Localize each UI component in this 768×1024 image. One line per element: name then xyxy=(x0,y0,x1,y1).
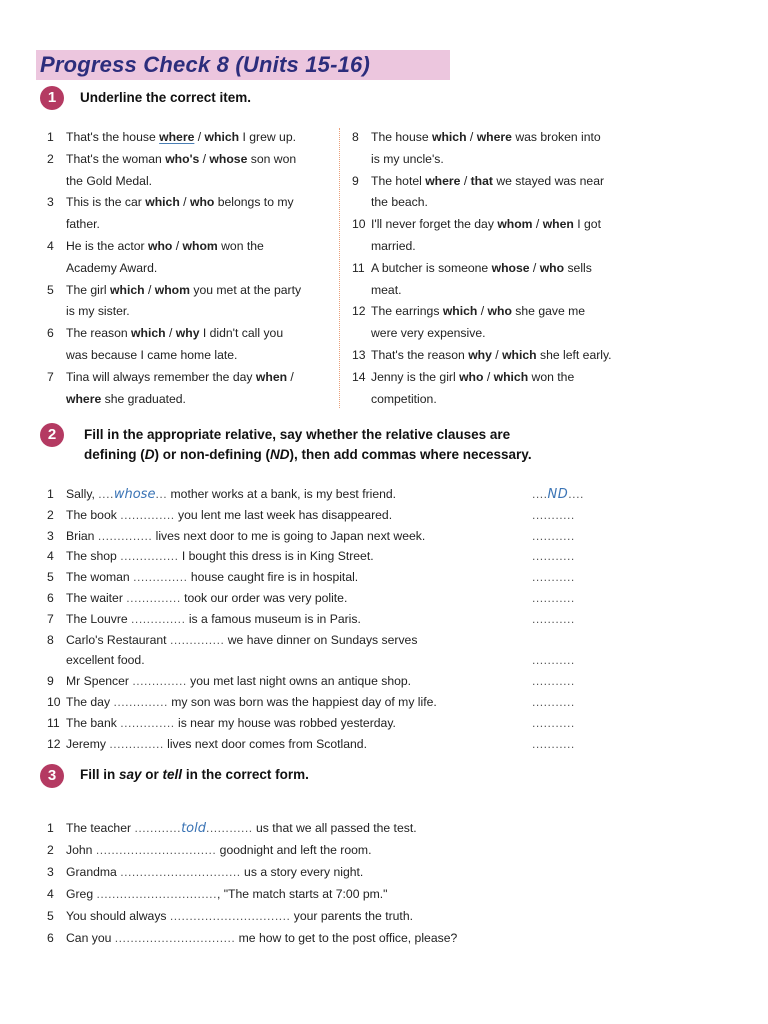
blank-dots[interactable]: .............. xyxy=(97,528,153,543)
blank-dots[interactable]: ... xyxy=(155,487,168,501)
item-text: Brian xyxy=(66,528,98,543)
exercise-line xyxy=(352,261,592,275)
exercise-line xyxy=(47,217,100,231)
heading-text: or xyxy=(141,767,163,782)
choice-separator: / xyxy=(483,369,494,384)
exercise-line xyxy=(352,370,574,384)
item-text: I'll never forget the day xyxy=(371,217,498,232)
blank-dots[interactable]: ............................... xyxy=(120,865,241,879)
section-1-badge: 1 xyxy=(40,86,64,110)
choice-option[interactable]: when xyxy=(542,217,574,232)
item-text: competition. xyxy=(371,391,437,406)
exercise-line xyxy=(47,239,264,253)
item-text: Jenny is the girl xyxy=(371,369,460,384)
choice-separator: / xyxy=(491,348,503,362)
blank-dots[interactable]: ............... xyxy=(120,549,179,564)
item-text: won the xyxy=(528,369,575,384)
exercise-line xyxy=(352,130,601,144)
exercise-line xyxy=(47,195,294,209)
item-text: The reason xyxy=(66,326,132,341)
item-text: Tina will always remember the day xyxy=(66,369,256,384)
item-text: my son was born was the happiest day of my life. xyxy=(167,695,437,709)
exercise-line xyxy=(47,570,358,584)
item-number: 7 xyxy=(47,369,54,384)
choice-separator: / xyxy=(179,195,190,210)
item-text: The shop xyxy=(66,549,121,564)
heading-em: tell xyxy=(162,767,183,782)
answer-blank[interactable] xyxy=(532,591,575,605)
blank-dots[interactable]: .............. xyxy=(120,507,175,522)
choice-option[interactable]: who's xyxy=(165,151,200,166)
item-text: she left early. xyxy=(536,348,612,362)
choice-option[interactable]: which xyxy=(431,130,467,144)
item-text: He is the actor xyxy=(66,239,148,253)
item-text: is my sister. xyxy=(66,304,130,319)
blank-dots[interactable]: ............ xyxy=(206,821,253,835)
choice-option[interactable]: which xyxy=(131,326,166,341)
section-3-badge: 3 xyxy=(40,764,64,788)
choice-separator: / xyxy=(466,130,477,144)
choice-option[interactable]: that xyxy=(470,173,493,188)
exercise-line xyxy=(47,931,457,945)
blank-dots: ........... xyxy=(532,736,575,751)
choice-option[interactable]: which xyxy=(493,369,529,384)
answer-blank[interactable] xyxy=(532,716,575,730)
exercise-line xyxy=(47,487,396,502)
exercise-line xyxy=(47,549,374,563)
item-number: 6 xyxy=(47,591,54,605)
item-text: your parents the truth. xyxy=(290,909,413,923)
item-number: 1 xyxy=(47,130,54,144)
choice-option[interactable]: where xyxy=(66,391,102,406)
exercise-line xyxy=(47,304,130,318)
item-text: she graduated. xyxy=(101,391,186,406)
choice-separator: / xyxy=(194,130,205,144)
choice-option[interactable]: which xyxy=(145,195,180,210)
item-number: 5 xyxy=(47,909,54,923)
heading-text: ) or non-defining ( xyxy=(154,447,270,462)
item-text: John xyxy=(66,843,96,857)
item-text: This is the car xyxy=(66,195,146,210)
choice-separator: / xyxy=(172,239,183,253)
exercise-line xyxy=(47,843,371,857)
page-title: Progress Check 8 (Units 15-16) xyxy=(40,52,371,77)
exercise-line xyxy=(47,261,157,275)
exercise-line xyxy=(47,174,152,188)
exercise-line xyxy=(47,591,347,605)
heading-text: defining ( xyxy=(84,447,145,462)
choice-option[interactable]: where xyxy=(159,130,195,144)
item-text: you lent me last week has disappeared. xyxy=(174,507,393,522)
exercise-line xyxy=(47,529,425,543)
item-text: Can you xyxy=(66,931,115,945)
exercise-line xyxy=(47,695,437,709)
exercise-line xyxy=(47,865,363,879)
item-number: 8 xyxy=(47,632,54,647)
item-number: 2 xyxy=(47,843,54,857)
exercise-line xyxy=(352,174,604,188)
item-text: the Gold Medal. xyxy=(66,173,153,188)
item-text: you met last night owns an antique shop. xyxy=(186,674,412,689)
item-text: The bank xyxy=(66,715,121,730)
blank-dots: ........... xyxy=(532,715,575,730)
item-text: Sally, xyxy=(66,487,99,501)
item-text: Academy Award. xyxy=(66,260,158,275)
item-number: 5 xyxy=(47,570,54,585)
exercise-line xyxy=(47,716,396,730)
item-text: was broken into xyxy=(511,130,601,144)
exercise-line xyxy=(47,130,296,144)
item-text: me how to get to the post office, please? xyxy=(235,931,458,945)
answer-blank[interactable] xyxy=(532,570,575,584)
item-number: 2 xyxy=(47,507,54,522)
choice-option[interactable]: which xyxy=(110,282,145,297)
blank-dots: .... xyxy=(568,487,584,501)
exercise-line xyxy=(47,326,283,340)
item-text: The book xyxy=(66,507,121,522)
item-number: 6 xyxy=(47,326,54,341)
exercise-line xyxy=(47,821,417,836)
item-number: 4 xyxy=(47,239,54,253)
choice-option[interactable]: whom xyxy=(154,282,190,297)
exercise-line xyxy=(47,508,392,522)
item-number: 3 xyxy=(47,528,54,543)
item-number: 3 xyxy=(47,865,54,879)
heading-text: ), then add commas where necessary. xyxy=(289,447,532,462)
answer-blank[interactable] xyxy=(532,549,575,563)
item-text: us that we all passed the test. xyxy=(252,821,417,835)
answer-blank[interactable] xyxy=(532,487,584,502)
heading-text: Fill in xyxy=(80,767,119,782)
choice-separator: / xyxy=(165,326,176,341)
blank-dots[interactable]: .............. xyxy=(109,736,164,751)
choice-separator: / xyxy=(144,282,155,297)
heading-em: ND xyxy=(269,447,290,462)
exercise-line xyxy=(352,348,612,362)
choice-option[interactable]: who xyxy=(459,369,484,384)
item-number: 5 xyxy=(47,282,54,297)
item-number: 12 xyxy=(47,736,61,751)
item-number: 11 xyxy=(352,260,365,275)
blank-dots: .... xyxy=(532,487,548,501)
choice-option[interactable]: who xyxy=(189,195,215,210)
item-text: us a story every night. xyxy=(240,865,364,879)
answer-blank[interactable] xyxy=(532,737,575,751)
item-text: is my uncle's. xyxy=(371,151,444,166)
exercise-line xyxy=(352,195,428,209)
blank-dots[interactable]: ............................... xyxy=(114,931,236,945)
answer-blank[interactable] xyxy=(532,529,575,543)
exercise-line xyxy=(352,217,601,231)
item-text: is a famous museum is in Paris. xyxy=(185,611,361,626)
item-text: belongs to my xyxy=(214,195,294,210)
item-text: , "The match starts at 7:00 pm." xyxy=(216,887,388,901)
item-number: 10 xyxy=(47,695,61,709)
choice-separator: / xyxy=(477,304,488,319)
item-text: Carlo's Restaurant xyxy=(66,632,170,647)
item-text: we stayed was near xyxy=(492,173,605,188)
item-number: 9 xyxy=(352,173,359,188)
item-text: I didn't call you xyxy=(199,326,284,341)
blank-dots: ........... xyxy=(532,695,575,709)
answer-blank[interactable] xyxy=(532,612,575,626)
exercise-line xyxy=(352,392,437,406)
choice-separator: / xyxy=(199,151,210,166)
exercise-line xyxy=(47,674,411,688)
choice-option[interactable]: whom xyxy=(497,217,533,232)
section-3-heading xyxy=(80,767,309,782)
blank-dots[interactable]: ............................... xyxy=(169,909,291,923)
exercise-line xyxy=(47,909,413,923)
item-text: The house xyxy=(371,130,432,144)
item-text: lives next door to me is going to Japan next week. xyxy=(152,528,426,543)
handwritten-answer: told xyxy=(181,821,206,836)
heading-text: in the correct form. xyxy=(182,767,309,782)
item-text: were very expensive. xyxy=(371,326,486,341)
blank-dots: ........... xyxy=(532,549,575,564)
blank-dots[interactable]: .............. xyxy=(132,674,187,689)
choice-option[interactable]: which xyxy=(442,304,478,319)
item-text: mother works at a bank, is my best friend. xyxy=(167,487,397,501)
section-2-heading-line-2 xyxy=(84,447,532,462)
item-text: is near my house was robbed yesterday. xyxy=(174,715,396,730)
heading-em: D xyxy=(144,447,155,462)
blank-dots[interactable]: ............ xyxy=(134,821,182,835)
handwritten-answer: whose xyxy=(113,487,156,502)
blank-dots: ........... xyxy=(532,591,575,605)
exercise-line xyxy=(47,348,237,362)
choice-separator: / xyxy=(529,260,540,275)
item-number: 13 xyxy=(352,348,366,362)
blank-dots: ........... xyxy=(532,507,575,522)
item-text: I got xyxy=(573,217,601,232)
exercise-line xyxy=(47,737,367,751)
blank-dots[interactable]: .............. xyxy=(131,611,186,626)
blank-dots[interactable]: ............................... xyxy=(95,843,217,857)
item-text: won the xyxy=(217,239,264,253)
item-number: 10 xyxy=(352,217,366,232)
choice-option[interactable]: whose xyxy=(491,260,530,275)
blank-dots: ........... xyxy=(532,570,575,585)
choice-option[interactable]: why xyxy=(468,348,492,362)
section-1-heading: Underline the correct item. xyxy=(80,90,252,105)
item-number: 14 xyxy=(352,369,366,384)
item-text: lives next door comes from Scotland. xyxy=(163,736,367,751)
item-text: The hotel xyxy=(371,173,426,188)
choice-option[interactable]: whom xyxy=(182,239,218,253)
blank-dots: ........... xyxy=(532,611,575,626)
handwritten-answer: ND xyxy=(547,487,569,502)
answer-blank[interactable] xyxy=(532,653,575,667)
choice-separator: / xyxy=(532,217,543,232)
item-text: I grew up. xyxy=(239,130,296,144)
exercise-line xyxy=(47,392,186,406)
choice-separator: / xyxy=(460,173,471,188)
item-number: 4 xyxy=(47,887,54,901)
answer-blank[interactable] xyxy=(532,508,575,522)
item-text: the beach. xyxy=(371,195,428,210)
item-text: The waiter xyxy=(66,591,127,605)
item-number: 12 xyxy=(352,304,366,319)
answer-blank[interactable] xyxy=(532,674,575,688)
column-divider xyxy=(339,128,340,408)
item-number: 4 xyxy=(47,549,54,564)
choice-option[interactable]: where xyxy=(476,130,512,144)
blank-dots[interactable]: .............. xyxy=(126,591,181,605)
item-text: excellent food. xyxy=(66,653,145,668)
item-text: Mr Spencer xyxy=(66,674,133,689)
item-text: Greg xyxy=(66,887,97,901)
choice-option[interactable]: where xyxy=(425,173,461,188)
item-text: I bought this dress is in King Street. xyxy=(178,549,374,564)
item-number: 9 xyxy=(47,674,54,689)
heading-em: say xyxy=(119,767,142,782)
choice-option[interactable]: who xyxy=(147,239,173,253)
choice-option[interactable]: who xyxy=(487,304,512,319)
choice-option[interactable]: when xyxy=(255,369,288,384)
blank-dots[interactable]: .............. xyxy=(120,715,175,730)
item-text: A butcher is someone xyxy=(371,260,492,275)
exercise-line xyxy=(352,326,485,340)
blank-dots[interactable]: .............. xyxy=(113,695,168,709)
item-text: house caught fire is in hospital. xyxy=(187,570,359,585)
item-text: / xyxy=(287,369,294,384)
item-text: we have dinner on Sundays serves xyxy=(224,632,418,647)
item-text: meat. xyxy=(371,282,402,297)
item-number: 2 xyxy=(47,151,54,166)
item-text: The woman xyxy=(66,570,134,585)
exercise-line xyxy=(47,152,296,166)
item-text: took our order was very polite. xyxy=(180,591,348,605)
section-2-badge: 2 xyxy=(40,423,64,447)
exercise-line xyxy=(352,239,416,253)
item-number: 8 xyxy=(352,130,359,144)
item-text: The day xyxy=(66,695,114,709)
exercise-line xyxy=(47,612,361,626)
exercise-line xyxy=(47,887,388,901)
item-number: 7 xyxy=(47,611,54,626)
item-number: 6 xyxy=(47,931,54,945)
answer-blank[interactable] xyxy=(532,695,575,709)
exercise-line xyxy=(47,653,145,667)
item-text: That's the woman xyxy=(66,151,166,166)
choice-option[interactable]: which xyxy=(204,130,240,144)
exercise-line xyxy=(352,304,585,318)
item-text: you met at the party xyxy=(189,282,302,297)
exercise-line xyxy=(352,152,444,166)
item-number: 3 xyxy=(47,195,54,210)
exercise-line xyxy=(47,283,301,297)
choice-option[interactable]: whose xyxy=(209,151,248,166)
item-number: 1 xyxy=(47,821,54,835)
item-number: 1 xyxy=(47,487,54,501)
exercise-line xyxy=(352,283,401,297)
blank-dots[interactable]: .............. xyxy=(133,570,188,585)
item-text: You should always xyxy=(66,909,170,923)
item-text: Grandma xyxy=(66,865,121,879)
item-text: The teacher xyxy=(66,821,135,835)
item-number: 11 xyxy=(47,715,60,730)
item-text: was because I came home late. xyxy=(66,348,238,362)
item-text: That's the house xyxy=(66,130,160,144)
blank-dots[interactable]: ............................... xyxy=(96,887,217,901)
blank-dots[interactable]: .... xyxy=(98,487,114,501)
blank-dots[interactable]: .............. xyxy=(169,632,225,647)
item-text: The earrings xyxy=(371,304,443,319)
item-text: Jeremy xyxy=(66,736,110,751)
blank-dots: ........... xyxy=(532,674,575,689)
item-text: son won xyxy=(247,151,297,166)
item-text: she gave me xyxy=(511,304,586,319)
item-text: The Louvre xyxy=(66,611,132,626)
section-2-heading-line-1: Fill in the appropriate relative, say whether the relative clauses are xyxy=(84,427,511,442)
item-text: married. xyxy=(371,239,416,253)
blank-dots: ........... xyxy=(532,528,575,543)
item-text: The girl xyxy=(66,282,111,297)
item-text: That's the reason xyxy=(371,348,469,362)
choice-option[interactable]: who xyxy=(539,260,565,275)
exercise-line xyxy=(47,370,294,384)
choice-option[interactable]: why xyxy=(175,326,200,341)
blank-dots: ........... xyxy=(532,653,575,668)
item-text: goodnight and left the room. xyxy=(216,843,372,857)
item-text: sells xyxy=(564,260,592,275)
choice-option[interactable]: which xyxy=(502,348,537,362)
item-text: father. xyxy=(66,217,100,232)
exercise-line xyxy=(47,633,417,647)
